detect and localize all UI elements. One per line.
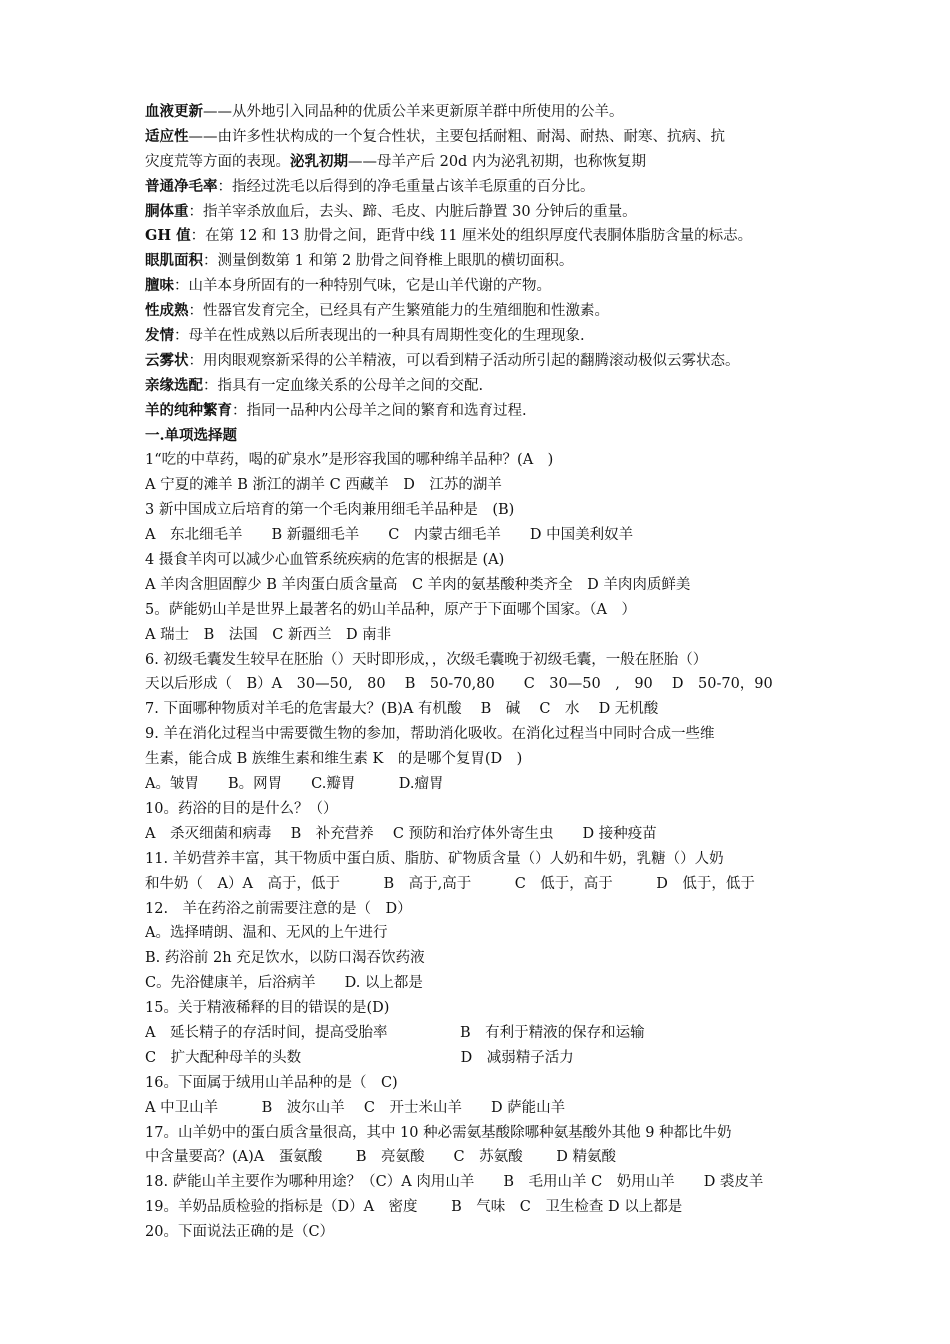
line-text: 20。下面说法正确的是（C）: [145, 1224, 335, 1241]
line-text: 中含量要高？(A)A 蛋氨酸 B 亮氨酸 C 苏氨酸 D 精氨酸: [145, 1149, 616, 1166]
line-text: A 延长精子的存活时间，提高受胎率 B 有利于精液的保存和运输: [145, 1024, 645, 1041]
line-text: 4 摄食羊肉可以减少心血管系统疾病的危害的根据是 (A): [145, 552, 505, 569]
line-text: C。先浴健康羊，后浴病羊 D. 以上都是: [145, 975, 423, 992]
text-line: [145, 872, 815, 897]
line-text: 和牛奶（ A）A 高于，低于 B 高于,高于 C 低于，高于 D 低于，低于: [145, 875, 755, 892]
line-text: 10。药浴的目的是什么？（）: [145, 800, 338, 817]
line-text: A。皱胃 B。网胃 C.瓣胃 D.瘤胃: [145, 776, 444, 793]
text-line: [145, 374, 815, 399]
line-text: C 扩大配种母羊的头数 D 减弱精子活力: [145, 1049, 574, 1066]
text-line: [145, 672, 815, 697]
term-label: 膻味: [145, 277, 174, 295]
text-line: [145, 100, 815, 125]
line-text: 19。羊奶品质检验的指标是（D）A 密度 B 气味 C 卫生检查 D 以上都是: [145, 1199, 683, 1216]
text-line: [145, 772, 815, 797]
text-line: [145, 324, 815, 349]
term-label: 血液更新: [145, 103, 203, 120]
term-label: 适应性: [145, 127, 189, 145]
text-line: [145, 1071, 815, 1096]
line-text: ：母羊在性成熟以后所表现出的一种具有周期性变化的生理现象.: [174, 328, 585, 345]
line-text: 1“吃的中草药，喝的矿泉水”是形容我国的哪种绵羊品种？(A ): [145, 452, 554, 469]
term-label: 亲缘选配: [145, 376, 203, 394]
text-line: [145, 1170, 815, 1195]
line-text: 17。山羊奶中的蛋白质含量很高，其中 10 种必需氨基酸除哪种氨基酸外其他 9 种都比牛奶: [145, 1124, 732, 1141]
text-line: [145, 697, 815, 722]
line-text: 7. 下面哪种物质对羊毛的危害最大？(B)A 有机酸 B 碱 C 水 D 无机酸: [145, 701, 659, 718]
document-body: [145, 100, 815, 1245]
text-line: [145, 1021, 815, 1046]
line-text: ：指经过洗毛以后得到的净毛重量占该羊毛原重的百分比。: [217, 178, 595, 195]
term-label: 一.单项选择题: [145, 426, 238, 444]
text-line: [145, 498, 815, 523]
line-text: 12. 羊在药浴之前需要注意的是（ D）: [145, 900, 412, 917]
line-text: 16。下面属于绒用山羊品种的是（ C): [145, 1074, 398, 1091]
line-text: 5。萨能奶山羊是世界上最著名的奶山羊品种，原产于下面哪个国家。（A ）: [145, 601, 636, 618]
term-label: 普通净毛率: [145, 177, 218, 195]
line-text: 15。关于精液稀释的目的错误的是(D): [145, 1000, 390, 1017]
line-text: ——母羊产后 20d 内为泌乳初期，也称恢复期: [348, 153, 646, 170]
text-line: [145, 1220, 815, 1245]
text-line: [145, 299, 815, 324]
term-label: 羊的纯种繁育: [145, 401, 232, 419]
line-text: A 杀灭细菌和病毒 B 补充营养 C 预防和治疗体外寄生虫 D 接种疫苗: [145, 825, 657, 842]
text-line: [145, 249, 815, 274]
text-line: [145, 1121, 815, 1146]
text-line: [145, 1096, 815, 1121]
text-line: [145, 921, 815, 946]
line-text: 11. 羊奶营养丰富，其干物质中蛋白质、脂肪、矿物质含量（）人奶和牛奶，乳糖（）人奶: [145, 850, 724, 867]
line-text: A 东北细毛羊 B 新疆细毛羊 C 内蒙古细毛羊 D 中国美利奴羊: [145, 527, 634, 544]
term-label: 眼肌面积: [145, 252, 203, 270]
line-text: ——从外地引入同品种的优质公羊来更新原羊群中所使用的公羊。: [203, 104, 624, 120]
text-line: [145, 822, 815, 847]
text-line: [145, 971, 815, 996]
line-text: ：指同一品种内公母羊之间的繁育和选育过程.: [232, 402, 527, 419]
term-label: 泌乳初期: [290, 152, 348, 170]
line-text: 9. 羊在消化过程当中需要微生物的参加，帮助消化吸收。在消化过程当中同时合成一些维: [145, 726, 715, 743]
line-text: ：指具有一定血缘关系的公母羊之间的交配.: [203, 377, 484, 394]
line-text: A 瑞士 B 法国 C 新西兰 D 南非: [145, 626, 392, 643]
line-text: ——由许多性状构成的一个复合性状，主要包括耐粗、耐渴、耐热、耐寒、抗病、抗: [188, 128, 725, 145]
text-line: [145, 573, 815, 598]
line-text: ：用肉眼观察新采得的公羊精液，可以看到精子活动所引起的翻腾滚动极似云雾状态。: [188, 352, 740, 369]
text-line: [145, 523, 815, 548]
text-line: [145, 150, 815, 175]
text-line: [145, 274, 815, 299]
term-label: 发情: [145, 327, 174, 345]
term-label: 胴体重: [145, 202, 189, 220]
text-line: [145, 797, 815, 822]
text-line: [145, 996, 815, 1021]
term-label: 云雾状: [145, 351, 189, 369]
text-line: [145, 224, 815, 249]
text-line: [145, 448, 815, 473]
line-text: A。选择晴朗、温和、无风的上午进行: [145, 925, 388, 942]
text-line: [145, 897, 815, 922]
text-line: [145, 598, 815, 623]
text-line: [145, 946, 815, 971]
text-line: [145, 175, 815, 200]
line-text: 天以后形成（ B）A 30—50, 80 B 50-70,80 C 30—50 , 90 D 50-70，90: [145, 676, 773, 693]
line-text: 3 新中国成立后培育的第一个毛肉兼用细毛羊品种是 (B): [145, 502, 515, 519]
line-text: 18. 萨能山羊主要作为哪种用途？（C）A 肉用山羊 B 毛用山羊 C 奶用山羊 D 裘皮羊: [145, 1174, 764, 1191]
text-line: [145, 1195, 815, 1220]
term-label: 性成熟: [145, 302, 189, 320]
text-line: [145, 200, 815, 225]
text-line: [145, 399, 815, 424]
text-line: [145, 548, 815, 573]
line-text: B. 药浴前 2h 充足饮水，以防口渴吞饮药液: [145, 950, 425, 967]
text-line: [145, 847, 815, 872]
text-line: [145, 1046, 815, 1071]
text-line: [145, 349, 815, 374]
line-text: A 宁夏的滩羊 B 浙江的湖羊 C 西藏羊 D 江苏的湖羊: [145, 477, 502, 494]
text-line: [145, 125, 815, 150]
line-text: ：性器官发育完全，已经具有产生繁殖能力的生殖细胞和性激素。: [188, 303, 609, 320]
line-text: 6. 初级毛囊发生较早在胚胎（）天时即形成，，次级毛囊晚于初级毛囊，一般在胚胎（）: [145, 651, 708, 668]
line-text: A 羊肉含胆固醇少 B 羊肉蛋白质含量高 C 羊肉的氨基酸种类齐全 D 羊肉肉质鲜美: [145, 576, 691, 593]
text-line: [145, 424, 815, 449]
text-line: [145, 473, 815, 498]
text-line: [145, 623, 815, 648]
line-text: ：山羊本身所固有的一种特别气味，它是山羊代谢的产物。: [174, 278, 551, 295]
text-line: [145, 648, 815, 673]
text-line: [145, 747, 815, 772]
line-text: ：在第 12 和 13 肋骨之间，距背中线 11 厘米处的组织厚度代表胴体脂肪含量的标志。: [190, 228, 753, 245]
line-text: 灾度荒等方面的表现。: [145, 153, 290, 170]
text-line: [145, 1145, 815, 1170]
term-label: GH 值: [145, 227, 191, 245]
line-text: 生素，能合成 B 族维生素和维生素 K 的是哪个复胃(D ): [145, 751, 523, 768]
text-line: [145, 722, 815, 747]
line-text: ：指羊宰杀放血后，去头、蹄、毛皮、内脏后静置 30 分钟后的重量。: [188, 203, 637, 220]
line-text: ：测量倒数第 1 和第 2 肋骨之间脊椎上眼肌的横切面积。: [203, 253, 574, 270]
line-text: A 中卫山羊 B 波尔山羊 C 开士米山羊 D 萨能山羊: [145, 1099, 566, 1116]
